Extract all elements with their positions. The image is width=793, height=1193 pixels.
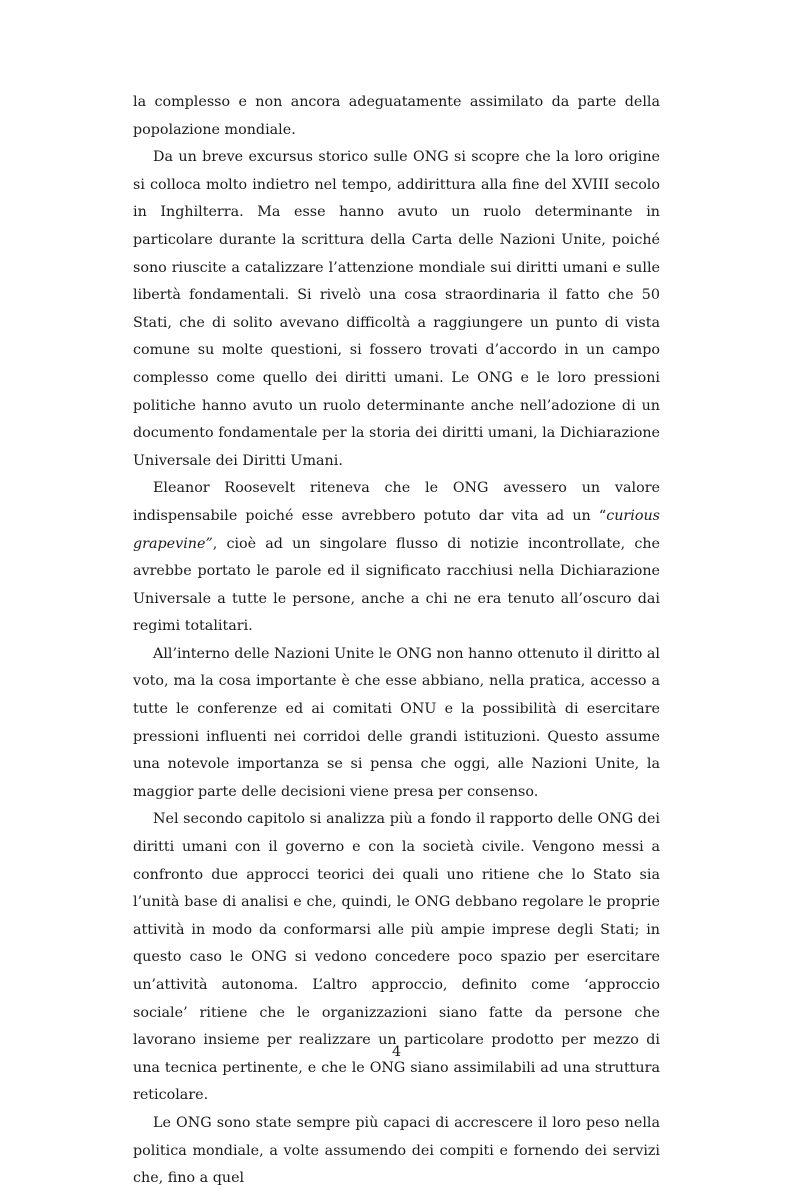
paragraph-ong-history: Da un breve excursus storico sulle ONG si scopre che la loro origine si colloca molto indietro nel tempo, addirittura alla fine del XVIII secolo in Inghilterra. Ma esse hanno avuto un ruolo determinante in particolare durante la scrittura della Carta delle Nazioni Unite, poiché sono riuscite a catalizzare l’attenzione mondiale sui diritti umani e sulle libertà fondamentali. Si rivelò una cosa straordinaria il fatto che 50 Stati, che di solito avevano difficoltà a raggiungere un punto di vista comune su molte questioni, si fossero trovati d’accordo in un campo complesso come quello dei diritti umani. Le ONG e le loro pressioni politiche hanno avuto un ruolo determinante anche nell’adozione di un documento fondamentale per la storia dei diritti umani, la Dichiarazione Universale dei Diritti Umani. — [133, 149, 660, 469]
italic-phrase: curious grapevine” — [133, 507, 660, 552]
paragraph-un-access: All’interno delle Nazioni Unite le ONG non hanno ottenuto il diritto al voto, ma la cosa importante è che esse abbiano, nella pratica, accesso a tutte le conferenze ed ai comitati ONU e la possibilità di esercitare pressioni influenti nei corridoi delle grandi istituzioni. Questo assume una notevole importanza se si pensa che oggi, alle Nazioni Unite, la maggior parte delle decisioni viene presa per consenso. — [133, 645, 660, 800]
page-number: 4 — [391, 1044, 402, 1060]
paragraph-text-before-italic: Eleanor Roosevelt riteneva che le ONG avessero un valore indispensabile poiché esse avrebbero potuto dar vita ad un “ — [133, 480, 660, 524]
paragraph-second-chapter: Nel secondo capitolo si analizza più a fondo il rapporto delle ONG dei diritti umani con il governo e con la società civile. Vengono messi a confronto due approcci teorici dei quali uno ritiene che lo Stato sia l’unità base di analisi e che, quindi, le ONG debbano regolare le proprie attività in modo da conformarsi alle più ampie imprese degli Stati; in questo caso le ONG si vedono concedere poco spazio per esercitare un’attività autonoma. L’altro approccio, definito come ‘approccio sociale’ ritiene che le organizzazioni siano fatte da persone che lavorano insieme per realizzare un particolare prodotto per mezzo di una tecnica pertinente, e che le ONG siano assimilabili ad una struttura reticolare. — [133, 811, 660, 1104]
paragraph-world-politics: Le ONG sono state sempre più capaci di accrescere il loro peso nella politica mondiale, a volte assumendo dei compiti e fornendo dei servizi che, fino a quel — [133, 1114, 660, 1187]
paragraph-continuation: la complesso e non ancora adeguatamente assimilato da parte della popolazione mondiale. — [133, 94, 660, 138]
paragraph-text-after-italic: , cioè ad un singolare flusso di notizie incontrollate, che avrebbe portato le parole ed il significato racchiusi nella Dichiarazione Universale a tutte le persone, anche a chi ne era tenuto all’oscuro dai regimi totalitari. — [133, 535, 660, 635]
paragraph-eleanor-roosevelt — [133, 475, 660, 641]
document-body — [133, 89, 660, 1193]
